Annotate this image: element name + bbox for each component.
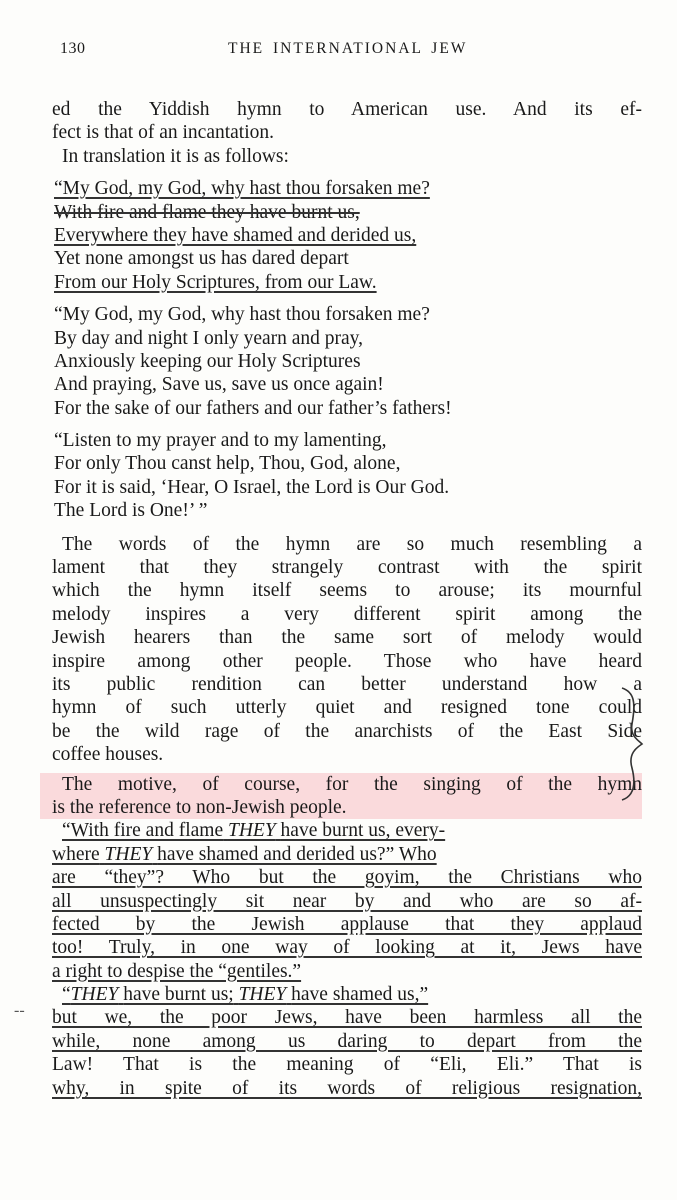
verse-stanza-1 [52, 177, 642, 294]
text-line: inspire among other people. Those who have heard [52, 650, 642, 672]
text-line: The motive, of course, for the singing of the hymn [62, 773, 642, 795]
text-line: “THEY have burnt us; THEY have shamed us,” [62, 984, 429, 1006]
running-title: THE INTERNATIONAL JEW [228, 40, 468, 57]
highlighted-passage [40, 773, 642, 820]
verse-line: With fire and flame they have burnt us, [54, 201, 360, 223]
page-number: 130 [60, 40, 86, 57]
text-line: while, none among us daring to depart from the [52, 1030, 642, 1052]
text-line: ed the Yiddish hymn to American use. And its ef- [52, 99, 642, 120]
paragraph-hymn-commentary [52, 533, 642, 767]
verse-line: For it is said, ‘Hear, O Israel, the Lord is Our God. [54, 476, 450, 498]
text-line: too! Truly, in one way of looking at it, Jews have [52, 937, 642, 959]
verse-line: Anxiously keeping our Holy Scriptures [54, 350, 361, 372]
text-line: fect is that of an incantation. [52, 122, 275, 144]
margin-dash-mark: -‐ [14, 1002, 25, 1019]
text-line: In translation it is as follows: [62, 145, 289, 167]
text-line: The words of the hymn are so much resembling a [62, 533, 642, 555]
paragraph-they [52, 819, 642, 983]
text-line: “With fire and flame THEY have burnt us, every- [62, 820, 446, 842]
text-line: a right to despise the “gentiles.” [52, 960, 302, 982]
verse-line: For the sake of our fathers and our father’s fathers! [54, 397, 452, 419]
text-line: but we, the poor Jews, have been harmless all the [52, 1007, 642, 1029]
text-line: where THEY have shamed and derided us?” Who [52, 843, 437, 865]
verse-stanza-3 [52, 429, 642, 523]
verse-line: “My God, my God, why hast thou forsaken me? [54, 178, 430, 200]
text-line: which the hymn itself seems to arouse; its mournful [52, 580, 642, 602]
margin-bracket-mark [618, 684, 648, 804]
text-line: Jewish hearers than the same sort of melody would [52, 627, 642, 649]
verse-line: “Listen to my prayer and to my lamenting, [54, 430, 387, 452]
paragraph-eli-eli [52, 983, 642, 1100]
text-line: why, in spite of its words of religious resignation, [52, 1077, 642, 1099]
running-header [0, 38, 677, 62]
verse-line: By day and night I only yearn and pray, [54, 327, 364, 349]
verse-line: For only Thou canst help, Thou, God, alone, [54, 453, 401, 475]
text-line: is the reference to non-Jewish people. [52, 796, 347, 818]
text-line: be the wild rage of the anarchists of the East Side [52, 720, 642, 742]
text-line: lament that they strangely contrast with the spirit [52, 557, 642, 579]
text-line: Law! That is the meaning of “Eli, Eli.” That is [52, 1054, 642, 1076]
verse-line: “My God, my God, why hast thou forsaken me? [54, 304, 430, 326]
verse-line: And praying, Save us, save us once again! [54, 374, 384, 396]
text-line: fected by the Jewish applause that they applaud [52, 913, 642, 935]
text-line: coffee houses. [52, 744, 164, 766]
text-line: are “they”? Who but the goyim, the Christians who [52, 867, 642, 889]
verse-line: The Lord is One!’ ” [54, 500, 208, 522]
verse-line: From our Holy Scriptures, from our Law. [54, 271, 377, 293]
page-body [52, 98, 642, 1100]
verse-line: Yet none amongst us has dared depart [54, 248, 349, 270]
text-line: its public rendition can better understand how a [52, 673, 642, 695]
text-line: hymn of such utterly quiet and resigned tone could [52, 697, 642, 719]
verse-stanza-2 [52, 303, 642, 420]
text-line: all unsuspectingly sit near by and who are so af- [52, 890, 642, 912]
verse-line: Everywhere they have shamed and derided us, [54, 224, 417, 246]
text-line: melody inspires a very different spirit among the [52, 603, 642, 625]
